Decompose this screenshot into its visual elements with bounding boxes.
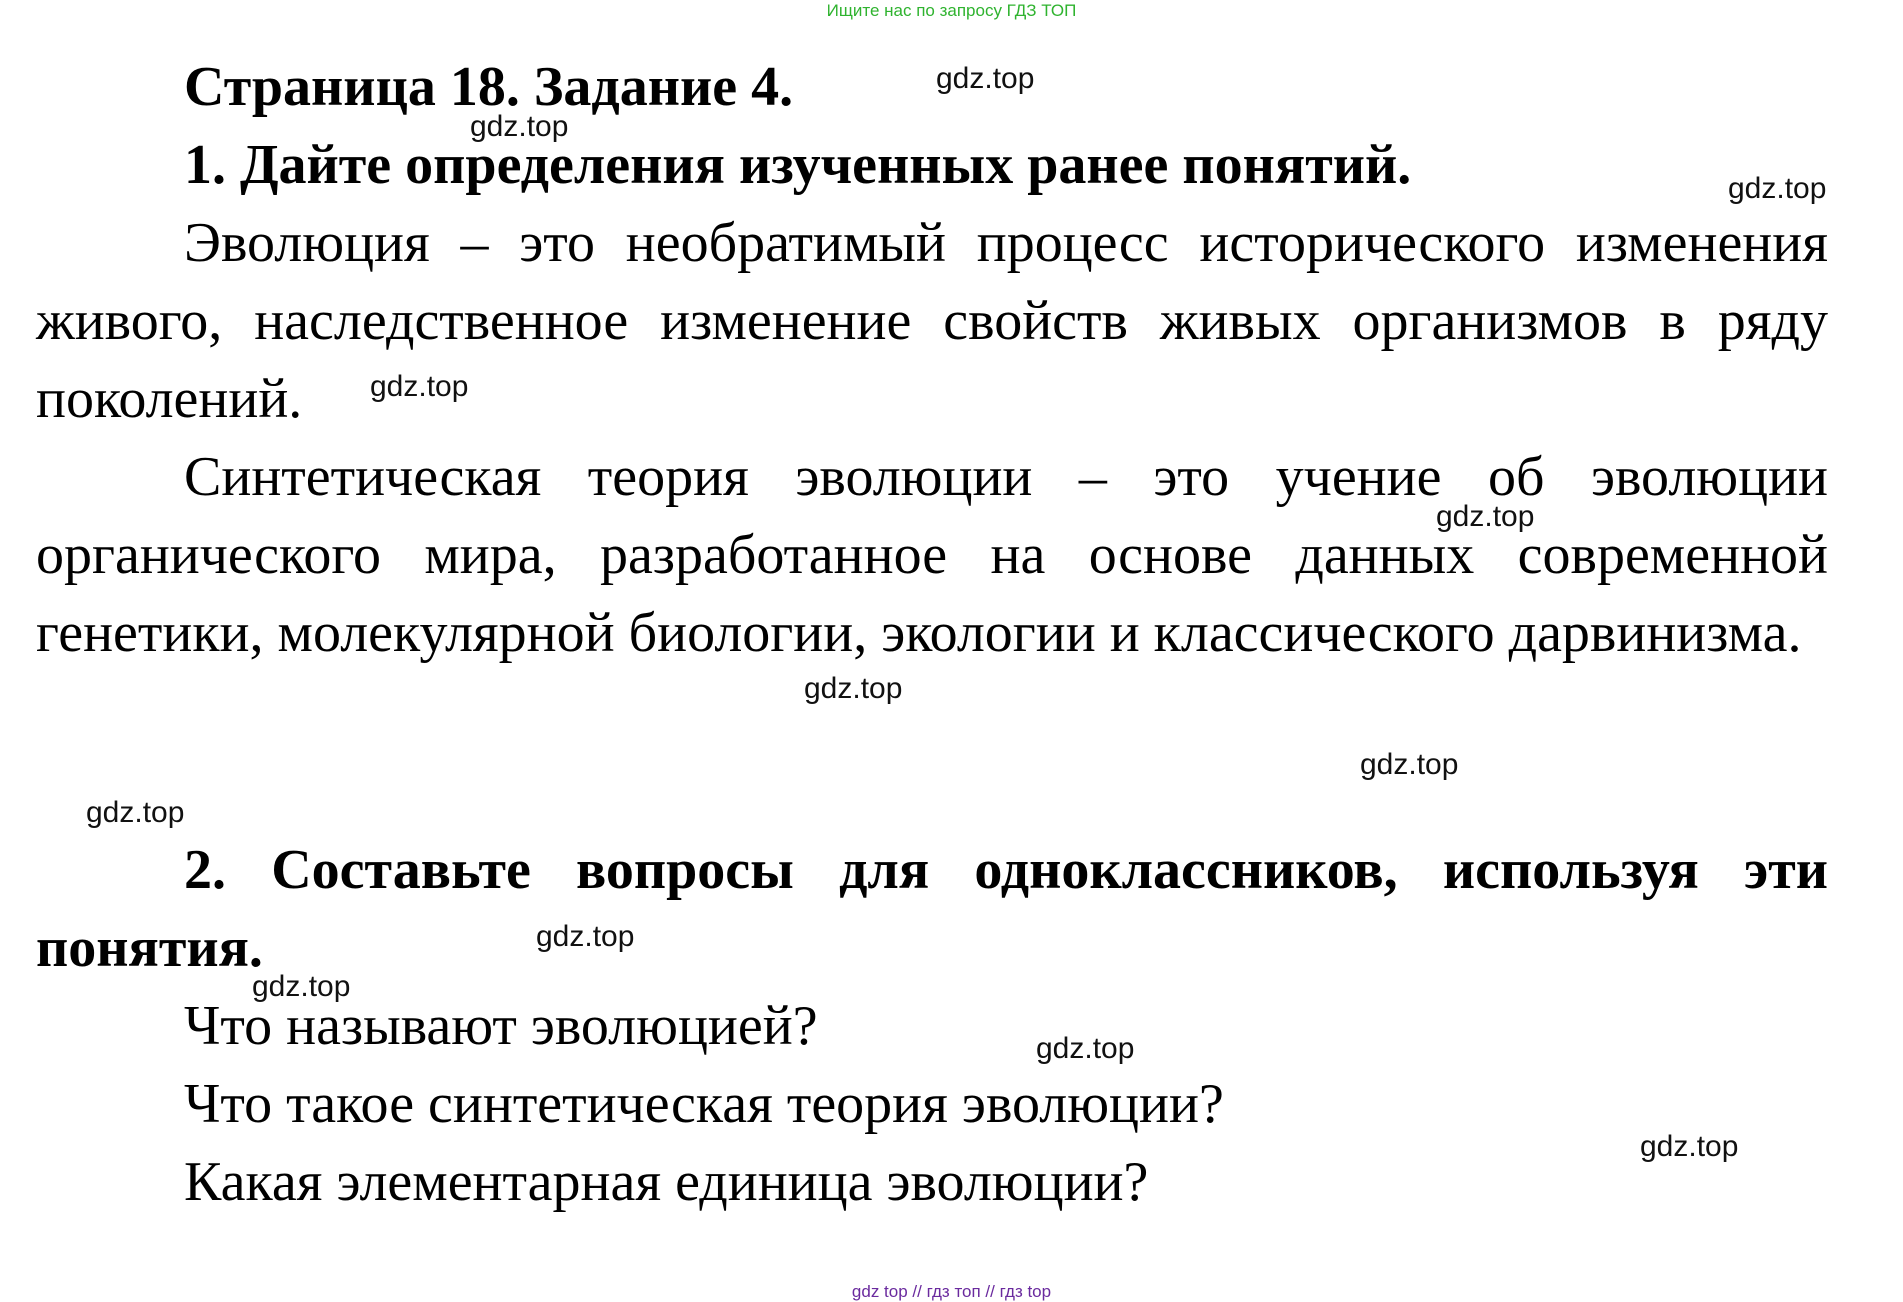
definition-synthetic-theory: Синтетическая теория эволюции – это учение об эволюции органического мира, разработанное на основе данных современной генетики, молекулярной биологии, экологии и классического дарвинизма. [36,446,1828,664]
watermark: gdz.top [1640,1130,1739,1163]
watermark: gdz.top [536,920,635,953]
watermark: gdz.top [1728,172,1827,205]
watermark: gdz.top [470,110,569,143]
definition-evolution: Эволюция – это необратимый процесс исторического изменения живого, наследственное изменение свойств живых организмов в ряду поколений. [36,212,1828,430]
watermark: gdz.top [804,672,903,705]
top-banner: Ищите нас по запросу ГДЗ ТОП [826,1,1077,20]
question-item: Что такое синтетическая теория эволюции? [184,1073,1224,1135]
watermark: gdz.top [370,370,469,403]
question-item: Какая элементарная единица эволюции? [184,1151,1149,1213]
watermark: gdz.top [1360,748,1459,781]
section1-heading: 1. Дайте определения изученных ранее понятий. [184,134,1412,196]
section2-heading: 2. Составьте вопросы для одноклассников, используя эти понятия. [36,839,1828,979]
watermark: gdz.top [86,796,185,829]
document [36,0,1828,1294]
page-title: Страница 18. Задание 4. [184,56,794,118]
footer-links: gdz top // гдз топ // гдз top [851,1282,1052,1301]
watermark: gdz.top [936,62,1035,95]
watermark: gdz.top [1036,1032,1135,1065]
watermark: gdz.top [252,970,351,1003]
question-item: Что называют эволюцией? [184,995,818,1057]
watermark: gdz.top [1436,500,1535,533]
